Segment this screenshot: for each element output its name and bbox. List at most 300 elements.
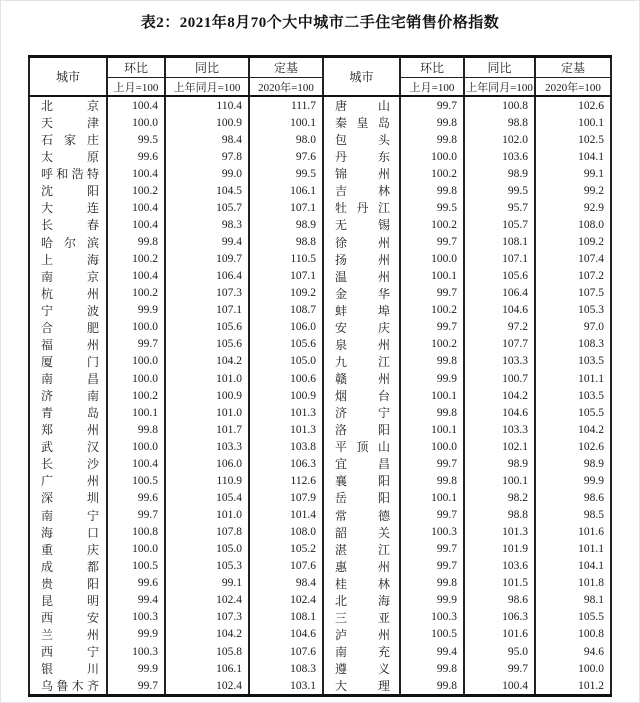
index-value-cell: 98.8 [465,507,536,524]
index-value-cell: 103.3 [465,353,536,370]
city-name-cell [324,353,401,370]
index-value-cell: 108.0 [536,216,612,233]
city-name: 三 亚 [335,610,390,625]
index-value-cell: 99.7 [401,455,465,472]
city-name-cell [28,131,108,148]
index-value-cell: 102.4 [166,592,250,609]
index-value-cell: 107.2 [536,268,612,285]
city-name-cell [28,472,108,489]
table-row [28,592,612,609]
index-value-cell: 105.3 [536,302,612,319]
index-value-cell: 103.8 [250,438,324,455]
index-value-cell: 107.7 [465,336,536,353]
index-value-cell: 99.0 [166,165,250,182]
index-value-cell: 98.8 [250,234,324,251]
index-value-cell: 104.2 [166,626,250,643]
city-name-cell [324,558,401,575]
index-value-cell: 102.1 [465,438,536,455]
index-value-cell: 98.4 [250,575,324,592]
table-row [28,268,612,285]
index-value-cell: 109.2 [536,234,612,251]
city-name: 牡 丹 江 [335,201,390,216]
city-name: 常 德 [335,508,390,523]
index-value-cell: 107.5 [536,285,612,302]
city-name-cell [324,114,401,131]
index-value-cell: 100.4 [108,216,166,233]
city-name-cell [28,319,108,336]
index-value-cell: 104.2 [536,421,612,438]
city-name: 合 肥 [41,320,99,335]
table-row [28,660,612,677]
city-name: 包 头 [335,133,390,148]
city-name: 郑 州 [41,423,99,438]
city-name: 襄 阳 [335,474,390,489]
index-value-cell: 97.0 [536,319,612,336]
index-value-cell: 104.2 [166,353,250,370]
city-name-cell [28,609,108,626]
city-name-cell [324,268,401,285]
city-name-cell [28,524,108,541]
city-name-cell [324,285,401,302]
city-name: 长 沙 [41,457,99,472]
index-value-cell: 100.2 [108,285,166,302]
city-name-cell [28,404,108,421]
index-value-cell: 100.1 [401,489,465,506]
index-value-cell: 99.9 [536,472,612,489]
city-name-cell [28,234,108,251]
header-mom-right: 环比 [401,58,465,78]
city-name-cell [324,489,401,506]
index-value-cell: 101.4 [250,507,324,524]
index-value-cell: 99.7 [401,558,465,575]
table-row [28,199,612,216]
index-value-cell: 103.5 [536,387,612,404]
city-name-cell [28,285,108,302]
index-value-cell: 105.2 [250,541,324,558]
table-row [28,285,612,302]
city-name: 武 汉 [41,440,99,455]
index-value-cell: 99.8 [401,353,465,370]
index-value-cell: 100.3 [401,524,465,541]
index-value-cell: 98.0 [250,131,324,148]
table-row [28,370,612,387]
index-value-cell: 99.2 [536,182,612,199]
city-name: 石 家 庄 [41,133,99,148]
index-value-cell: 100.5 [108,472,166,489]
index-value-cell: 103.3 [465,421,536,438]
city-name-cell [324,165,401,182]
index-value-cell: 100.4 [465,677,536,694]
city-name: 成 都 [41,559,99,574]
city-name: 青 岛 [41,406,99,421]
index-value-cell: 100.0 [108,438,166,455]
city-name: 岳 阳 [335,491,390,506]
index-value-cell: 100.2 [401,165,465,182]
city-name: 太 原 [41,150,99,165]
city-name: 海 口 [41,525,99,540]
index-value-cell: 101.5 [465,575,536,592]
index-value-cell: 99.1 [536,165,612,182]
city-name: 泸 州 [335,627,390,642]
header-yoy-sub-left: 上年同月=100 [166,78,250,95]
index-value-cell: 105.5 [536,609,612,626]
city-name-cell [324,216,401,233]
index-value-cell: 101.1 [536,370,612,387]
city-name-cell [28,97,108,114]
index-value-cell: 99.4 [108,592,166,609]
index-value-cell: 102.4 [250,592,324,609]
index-value-cell: 108.7 [250,302,324,319]
index-value-cell: 100.0 [108,541,166,558]
index-value-cell: 101.1 [536,541,612,558]
index-value-cell: 111.7 [250,97,324,114]
index-value-cell: 99.7 [401,507,465,524]
index-value-cell: 100.0 [536,660,612,677]
city-name: 重 庆 [41,542,99,557]
index-value-cell: 98.8 [465,114,536,131]
index-value-cell: 99.8 [401,114,465,131]
city-name-cell [28,251,108,268]
index-value-cell: 98.6 [536,489,612,506]
index-value-cell: 98.4 [166,131,250,148]
city-name-cell [28,199,108,216]
index-value-cell: 105.6 [250,336,324,353]
index-value-cell: 101.6 [536,524,612,541]
city-name: 赣 州 [335,372,390,387]
index-value-cell: 101.3 [465,524,536,541]
header-mom-sub-right: 上月=100 [401,78,465,95]
index-value-cell: 92.9 [536,199,612,216]
index-value-cell: 107.1 [465,251,536,268]
index-value-cell: 105.6 [465,268,536,285]
index-value-cell: 100.8 [108,524,166,541]
table-row [28,524,612,541]
table-header [28,58,612,97]
index-value-cell: 100.4 [108,268,166,285]
city-name-cell [324,455,401,472]
index-value-cell: 110.9 [166,472,250,489]
index-value-cell: 100.5 [401,626,465,643]
index-value-cell: 106.1 [250,182,324,199]
index-value-cell: 100.8 [536,626,612,643]
index-value-cell: 103.6 [465,148,536,165]
index-value-cell: 99.4 [166,234,250,251]
table-row [28,489,612,506]
table-row [28,319,612,336]
index-value-cell: 106.3 [465,609,536,626]
city-name: 乌 鲁 木 齐 [41,679,99,694]
city-name-cell [324,97,401,114]
city-name: 呼 和 浩 特 [41,167,99,182]
table-row [28,626,612,643]
index-value-cell: 106.4 [465,285,536,302]
index-value-cell: 107.1 [166,302,250,319]
city-name: 南 京 [41,269,99,284]
index-value-cell: 98.2 [465,489,536,506]
city-name-cell [324,421,401,438]
city-name: 金 华 [335,286,390,301]
index-value-cell: 107.3 [166,609,250,626]
city-name: 徐 州 [335,235,390,250]
city-name: 桂 林 [335,576,390,591]
city-name: 银 川 [41,662,99,677]
index-value-cell: 106.3 [250,455,324,472]
city-name: 天 津 [41,116,99,131]
index-value-cell: 100.3 [401,609,465,626]
header-yoy-right: 同比 [465,58,536,78]
city-name: 唐 山 [335,99,390,114]
index-value-cell: 99.8 [401,575,465,592]
index-value-cell: 103.6 [465,558,536,575]
index-value-cell: 101.0 [166,507,250,524]
index-value-cell: 100.6 [250,370,324,387]
city-name-cell [324,438,401,455]
index-value-cell: 103.5 [536,353,612,370]
city-name: 宜 昌 [335,457,390,472]
city-name-cell [28,541,108,558]
table-row [28,438,612,455]
index-value-cell: 100.1 [401,387,465,404]
table-row [28,336,612,353]
index-value-cell: 109.2 [250,285,324,302]
city-name: 九 江 [335,354,390,369]
index-value-cell: 106.4 [166,268,250,285]
index-value-cell: 101.2 [536,677,612,694]
index-value-cell: 100.2 [401,216,465,233]
index-value-cell: 110.5 [250,251,324,268]
index-value-cell: 105.4 [166,489,250,506]
index-value-cell: 99.8 [401,182,465,199]
index-value-cell: 100.3 [108,643,166,660]
index-value-cell: 104.5 [166,182,250,199]
city-name: 兰 州 [41,627,99,642]
city-name-cell [324,234,401,251]
table-row [28,575,612,592]
index-value-cell: 100.9 [166,114,250,131]
index-value-cell: 100.4 [108,199,166,216]
index-value-cell: 108.1 [250,609,324,626]
table-row [28,182,612,199]
city-name: 昆 明 [41,593,99,608]
city-name: 吉 林 [335,184,390,199]
index-value-cell: 104.6 [250,626,324,643]
index-value-cell: 100.7 [465,370,536,387]
index-value-cell: 105.6 [166,319,250,336]
index-value-cell: 99.7 [401,541,465,558]
index-value-cell: 98.9 [250,216,324,233]
index-value-cell: 100.0 [108,370,166,387]
index-value-cell: 102.6 [536,97,612,114]
index-value-cell: 103.1 [250,677,324,694]
city-name-cell [28,558,108,575]
city-name-cell [324,660,401,677]
city-name: 惠 州 [335,559,390,574]
index-value-cell: 107.6 [250,643,324,660]
index-value-cell: 102.6 [536,438,612,455]
index-value-cell: 100.0 [401,251,465,268]
city-name: 深 圳 [41,491,99,506]
price-index-table [28,55,612,697]
index-value-cell: 99.6 [108,489,166,506]
index-value-cell: 99.7 [108,677,166,694]
city-name: 平 顶 山 [335,440,390,455]
city-name: 洛 阳 [335,423,390,438]
city-name-cell [28,575,108,592]
index-value-cell: 101.6 [465,626,536,643]
index-value-cell: 99.8 [401,131,465,148]
city-name-cell [324,251,401,268]
index-value-cell: 99.5 [250,165,324,182]
city-name: 宁 波 [41,303,99,318]
city-name-cell [28,626,108,643]
index-value-cell: 97.6 [250,148,324,165]
index-value-cell: 99.7 [401,319,465,336]
index-value-cell: 105.0 [166,541,250,558]
header-mom-sub-left: 上月=100 [108,78,166,95]
city-name-cell [324,131,401,148]
index-value-cell: 100.8 [465,97,536,114]
city-name: 南 宁 [41,508,99,523]
city-name: 济 宁 [335,406,390,421]
index-value-cell: 108.3 [250,660,324,677]
index-value-cell: 99.1 [166,575,250,592]
city-name: 大 理 [335,679,390,694]
city-name-cell [28,421,108,438]
header-city-right: 城市 [324,58,401,95]
city-name-cell [28,660,108,677]
index-value-cell: 100.2 [401,336,465,353]
index-value-cell: 100.9 [166,387,250,404]
index-value-cell: 99.8 [108,234,166,251]
city-name: 北 京 [41,99,99,114]
index-value-cell: 100.0 [108,319,166,336]
index-value-cell: 97.8 [166,148,250,165]
city-name: 大 连 [41,201,99,216]
city-name: 无 锡 [335,218,390,233]
city-name-cell [324,677,401,694]
index-value-cell: 100.0 [108,114,166,131]
table-row [28,97,612,114]
index-value-cell: 100.0 [401,148,465,165]
index-value-cell: 100.2 [401,302,465,319]
index-value-cell: 101.8 [536,575,612,592]
city-name-cell [28,302,108,319]
city-name-cell [324,643,401,660]
city-name: 上 海 [41,252,99,267]
index-value-cell: 98.1 [536,592,612,609]
index-value-cell: 101.3 [250,421,324,438]
city-name: 哈 尔 滨 [41,235,99,250]
city-name-cell [28,336,108,353]
city-name: 湛 江 [335,542,390,557]
index-value-cell: 94.6 [536,643,612,660]
table-row [28,609,612,626]
index-value-cell: 105.0 [250,353,324,370]
city-name: 福 州 [41,337,99,352]
city-name-cell [324,524,401,541]
index-value-cell: 98.5 [536,507,612,524]
city-name: 韶 关 [335,525,390,540]
index-value-cell: 102.0 [465,131,536,148]
city-name-cell [324,336,401,353]
table-row [28,251,612,268]
city-name-cell [324,148,401,165]
index-value-cell: 112.6 [250,472,324,489]
city-name: 贵 阳 [41,576,99,591]
city-name-cell [28,592,108,609]
city-name-cell [324,592,401,609]
city-name-cell [324,626,401,643]
index-value-cell: 108.0 [250,524,324,541]
index-value-cell: 104.1 [536,558,612,575]
city-name-cell [324,507,401,524]
city-name-cell [28,216,108,233]
table-row [28,421,612,438]
index-value-cell: 107.3 [166,285,250,302]
index-value-cell: 100.2 [108,251,166,268]
index-value-cell: 99.7 [108,336,166,353]
table-row [28,302,612,319]
index-value-cell: 100.2 [108,182,166,199]
index-value-cell: 103.3 [166,438,250,455]
index-value-cell: 105.3 [166,558,250,575]
index-value-cell: 99.7 [401,285,465,302]
index-value-cell: 100.5 [108,558,166,575]
city-name-cell [324,182,401,199]
index-value-cell: 99.9 [401,592,465,609]
index-value-cell: 106.0 [250,319,324,336]
table-row [28,404,612,421]
city-name-cell [324,609,401,626]
index-value-cell: 98.9 [465,165,536,182]
index-value-cell: 100.2 [108,387,166,404]
index-value-cell: 104.6 [465,302,536,319]
header-base-left: 定基 [250,58,324,78]
index-value-cell: 95.7 [465,199,536,216]
city-name-cell [324,302,401,319]
index-value-cell: 99.8 [108,421,166,438]
index-value-cell: 102.4 [166,677,250,694]
index-value-cell: 106.1 [166,660,250,677]
city-name: 沈 阳 [41,184,99,199]
header-base-sub-right: 2020年=100 [536,78,612,95]
index-value-cell: 99.7 [401,97,465,114]
city-name: 温 州 [335,269,390,284]
city-name: 广 州 [41,474,99,489]
table-title: 表2：2021年8月70个大中城市二手住宅销售价格指数 [140,15,500,31]
city-name: 秦 皇 岛 [335,116,390,131]
index-value-cell: 100.3 [108,609,166,626]
index-value-cell: 99.5 [465,182,536,199]
table-row [28,148,612,165]
table-row [28,455,612,472]
city-name-cell [28,489,108,506]
index-value-cell: 105.8 [166,643,250,660]
table-row [28,541,612,558]
index-value-cell: 106.0 [166,455,250,472]
city-name-cell [28,268,108,285]
index-value-cell: 99.7 [401,234,465,251]
index-value-cell: 99.9 [108,302,166,319]
index-value-cell: 99.9 [108,660,166,677]
index-value-cell: 107.1 [250,268,324,285]
city-name: 北 海 [335,593,390,608]
table-row [28,507,612,524]
city-name-cell [28,165,108,182]
city-name-cell [324,199,401,216]
index-value-cell: 101.7 [166,421,250,438]
index-value-cell: 105.7 [465,216,536,233]
